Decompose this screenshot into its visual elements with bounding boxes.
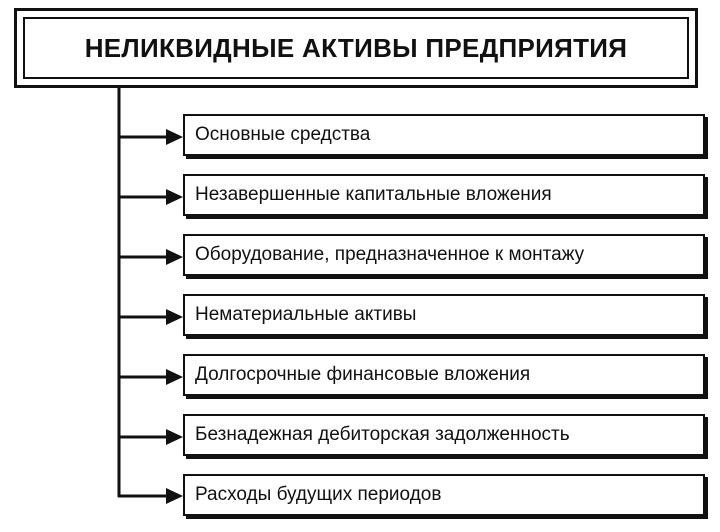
item-label: Безнадежная дебиторская задолженность xyxy=(195,424,570,445)
item-box-equipment-for-installation xyxy=(183,234,705,276)
item-box-long-term-investments xyxy=(183,354,705,396)
item-label: Долгосрочные финансовые вложения xyxy=(195,364,531,385)
item-box-deferred-expenses xyxy=(183,474,705,516)
arrow-head-0 xyxy=(166,129,183,145)
arrow-head-2 xyxy=(166,249,183,265)
item-box-intangible-assets xyxy=(183,294,705,336)
item-box-construction-in-progress xyxy=(183,174,705,216)
item-label: Нематериальные активы xyxy=(195,304,417,325)
item-label: Расходы будущих периодов xyxy=(195,484,442,505)
arrow-head-1 xyxy=(166,189,183,205)
arrow-head-4 xyxy=(166,369,183,385)
diagram-title: НЕЛИКВИДНЫЕ АКТИВЫ ПРЕДПРИЯТИЯ xyxy=(84,32,628,63)
item-label: Незавершенные капитальные вложения xyxy=(195,184,552,205)
arrow-head-5 xyxy=(166,429,183,445)
arrow-head-3 xyxy=(166,309,183,325)
arrow-head-6 xyxy=(166,488,183,504)
item-label: Основные средства xyxy=(195,124,371,145)
item-label: Оборудование, предназначенное к монтажу xyxy=(195,244,585,265)
item-box-bad-receivables xyxy=(183,414,705,456)
item-box-fixed-assets xyxy=(183,114,705,156)
